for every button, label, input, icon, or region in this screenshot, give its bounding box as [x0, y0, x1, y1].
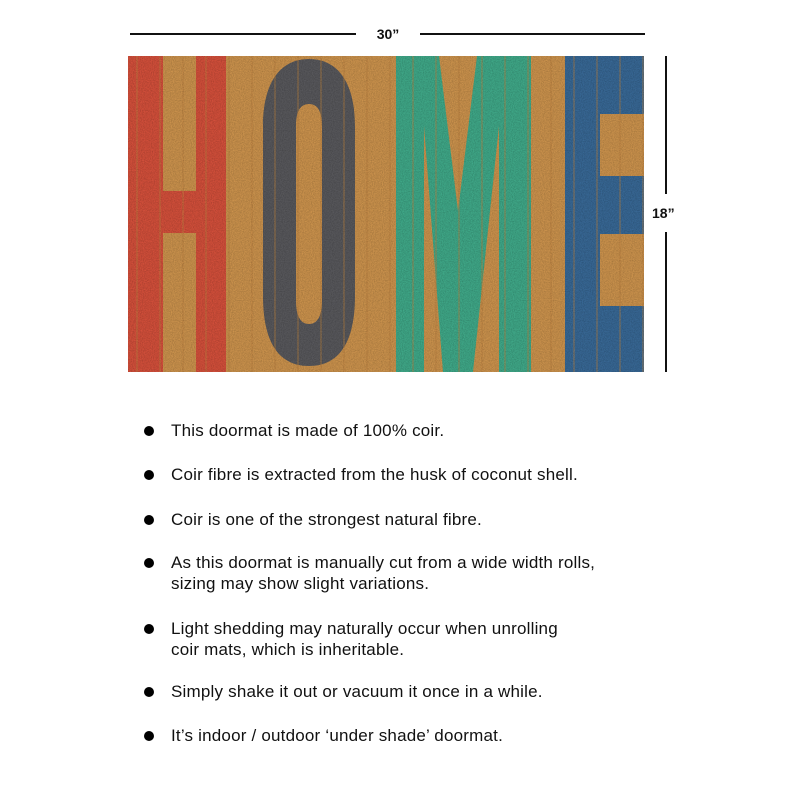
width-dimension-label: 30” [376, 26, 400, 42]
coir-stripe [320, 56, 322, 372]
coir-stripe [366, 56, 368, 372]
bullet-icon [144, 426, 154, 436]
coir-stripe [642, 56, 644, 372]
feature-text: It’s indoor / outdoor ‘under shade’ doormat. [171, 726, 503, 745]
coir-stripe [182, 56, 184, 372]
coir-stripe [619, 56, 621, 372]
height-dimension-line-bottom [665, 232, 667, 372]
coir-stripe [550, 56, 552, 372]
height-dimension [650, 56, 690, 372]
width-dimension-line-left [130, 33, 356, 35]
coir-stripe [412, 56, 414, 372]
width-dimension-line-right [420, 33, 645, 35]
bullet-icon [144, 470, 154, 480]
home-doormat-image [128, 56, 644, 372]
bullet-icon [144, 731, 154, 741]
feature-text: Coir fibre is extracted from the husk of coconut shell. [171, 465, 578, 484]
coir-stripe [159, 56, 161, 372]
coir-stripe [527, 56, 529, 372]
coir-stripe [136, 56, 138, 372]
bullet-icon [144, 624, 154, 634]
coir-stripe [251, 56, 253, 372]
bullet-icon [144, 558, 154, 568]
feature-text: This doormat is made of 100% coir. [171, 421, 445, 440]
feature-text: Simply shake it out or vacuum it once in a while. [171, 682, 543, 701]
bullet-icon [144, 515, 154, 525]
width-dimension [130, 24, 645, 44]
height-dimension-label: 18” [652, 205, 675, 221]
coir-stripe [228, 56, 230, 372]
coir-stripe [596, 56, 598, 372]
coir-stripe [504, 56, 506, 372]
coir-stripe [435, 56, 437, 372]
coir-stripe [389, 56, 391, 372]
coir-stripe [274, 56, 276, 372]
bullet-icon [144, 687, 154, 697]
coir-stripe [343, 56, 345, 372]
feature-text: Light shedding may naturally occur when unrolling coir mats, which is inheritable. [171, 619, 558, 659]
feature-text: As this doormat is manually cut from a wide width rolls, sizing may show slight variations. [171, 553, 596, 593]
letter-e [565, 56, 644, 372]
feature-text: Coir is one of the strongest natural fibre. [171, 510, 482, 529]
coir-stripe [573, 56, 575, 372]
coir-stripe [458, 56, 460, 372]
coir-stripe [481, 56, 483, 372]
coir-stripe [205, 56, 207, 372]
height-dimension-line-top [665, 56, 667, 194]
coir-stripe [297, 56, 299, 372]
